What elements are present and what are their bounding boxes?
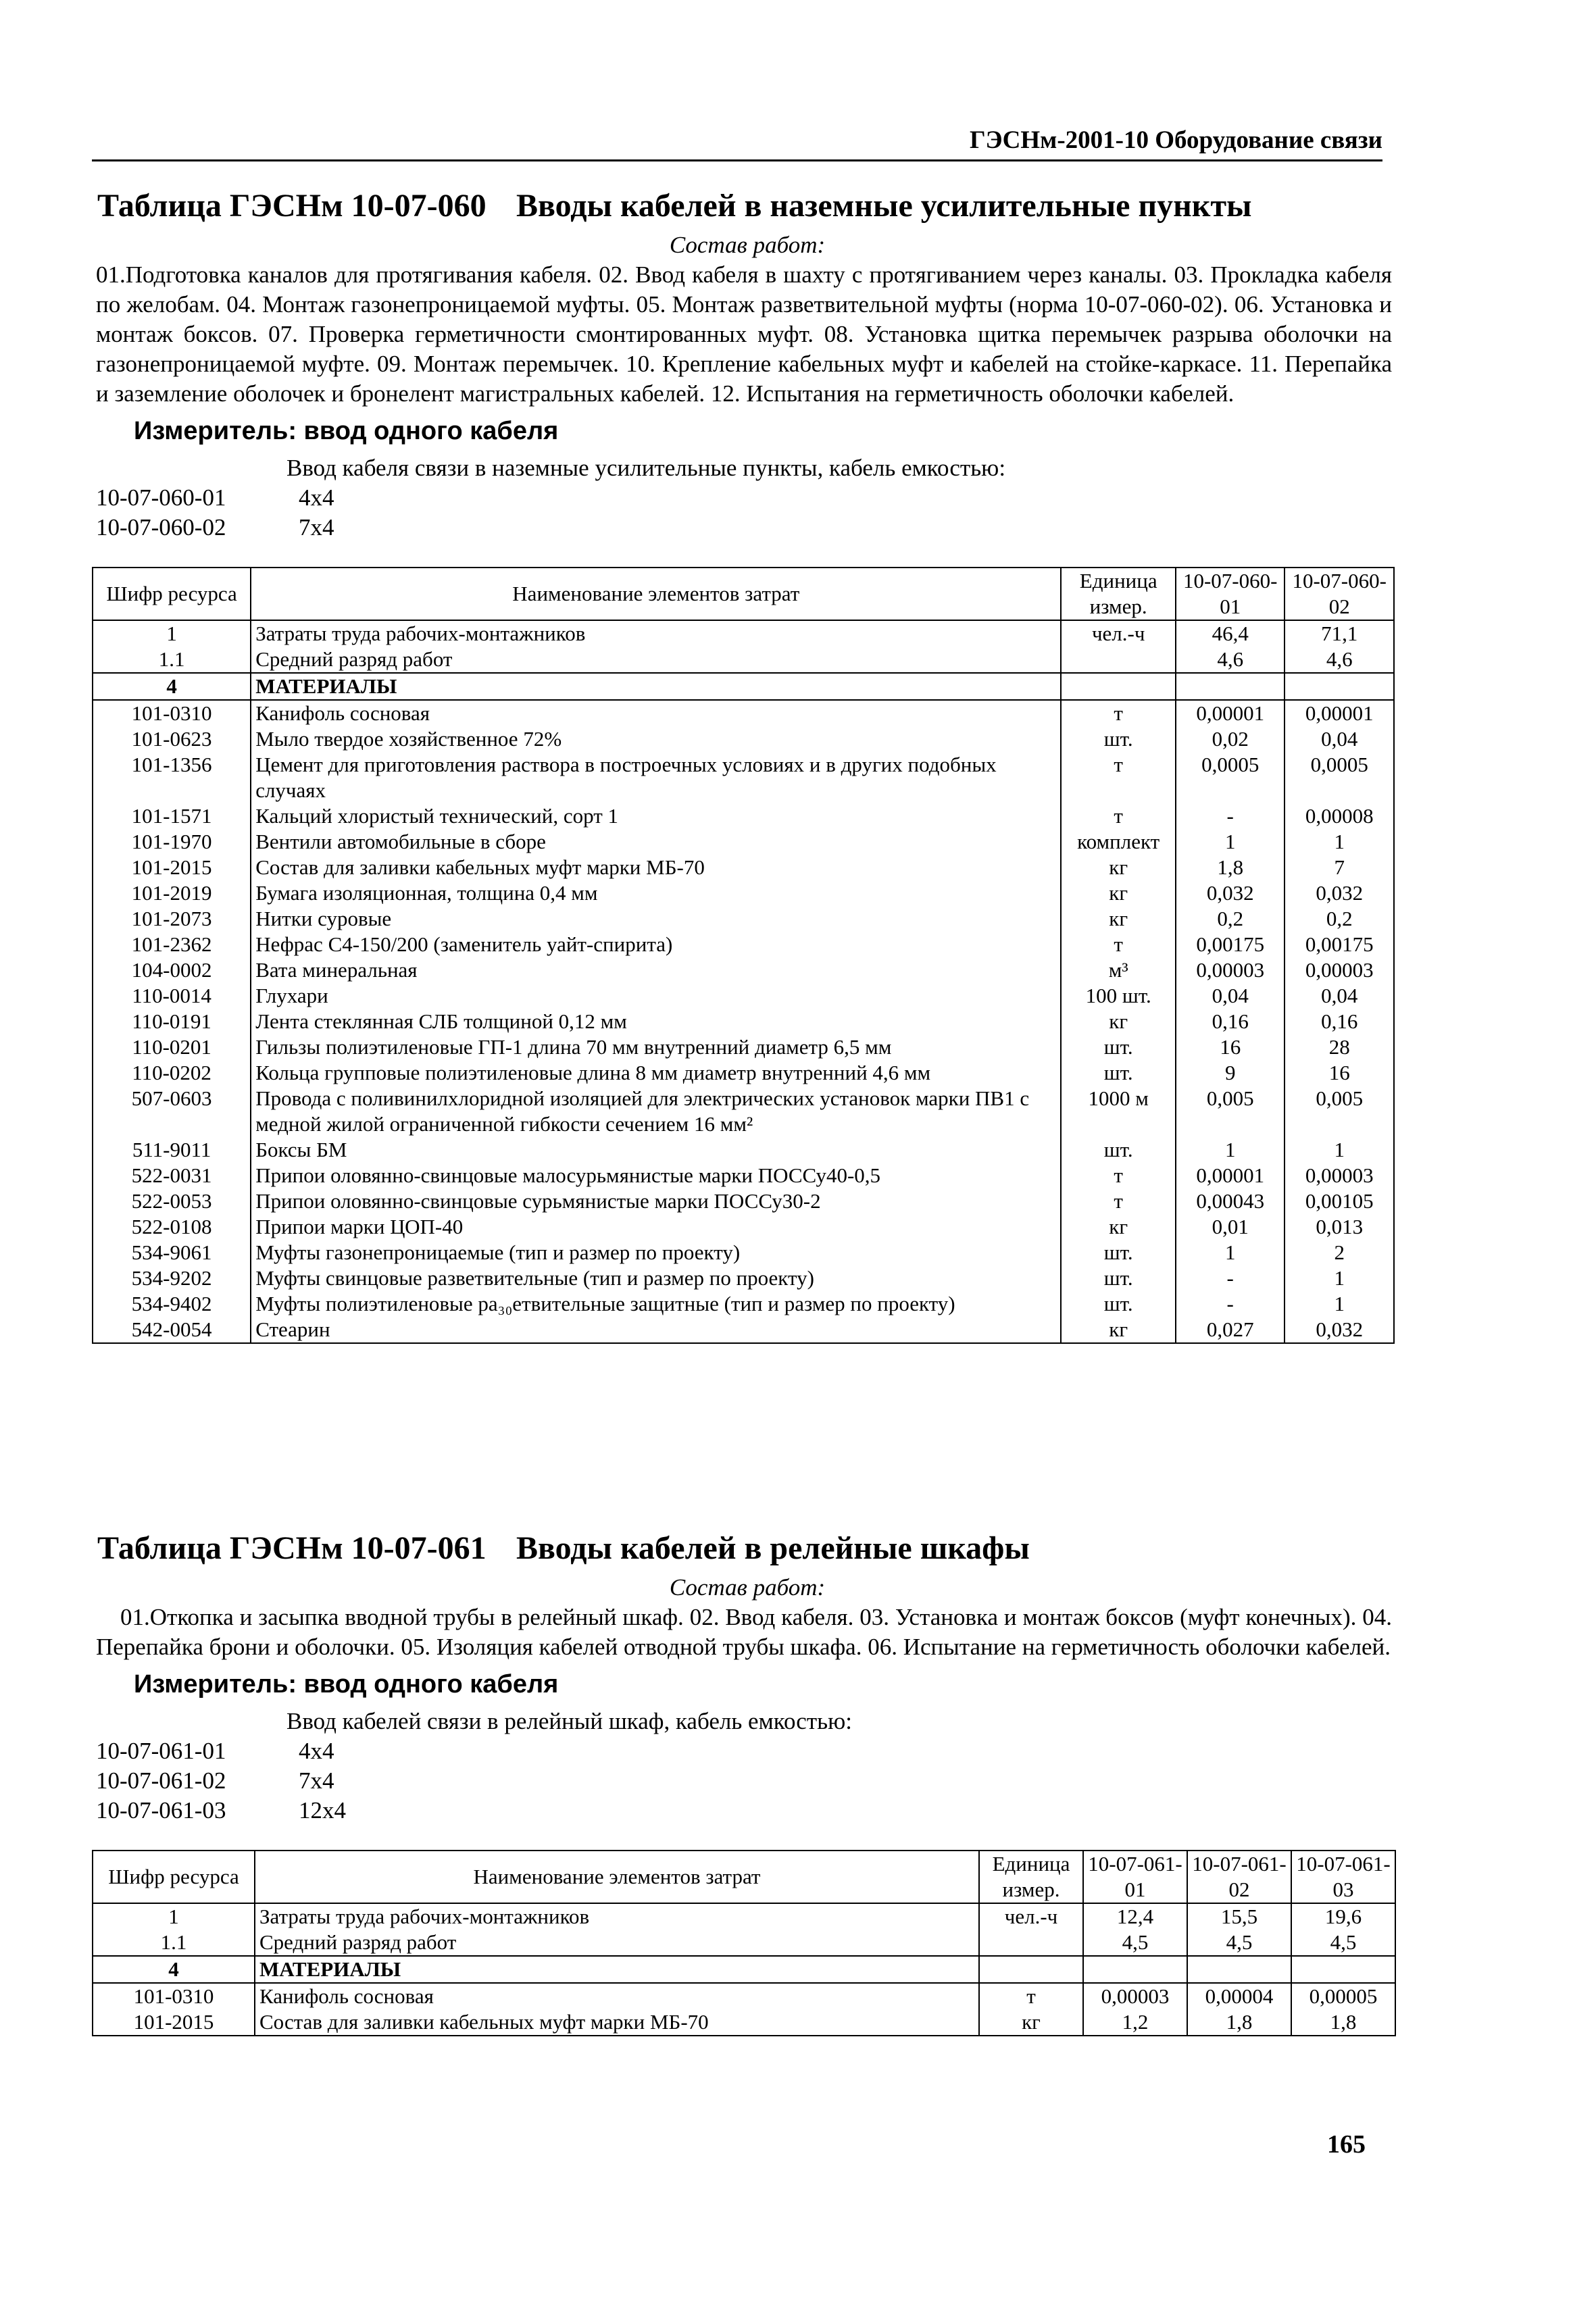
cell-norm-2: 4,6 bbox=[1285, 647, 1394, 673]
resource-table bbox=[92, 1850, 1396, 2036]
norm-code: 10-07-061-01 bbox=[96, 1738, 226, 1764]
table-row bbox=[93, 1034, 1394, 1060]
page-number: 165 bbox=[1327, 2130, 1366, 2159]
cell-norm-1: 0,00043 bbox=[1176, 1188, 1285, 1214]
norm-value: 4x4 bbox=[299, 484, 334, 511]
table-title bbox=[97, 1528, 1403, 1569]
cell-code: 4 bbox=[93, 673, 251, 700]
cell-code: 534-9402 bbox=[93, 1291, 251, 1317]
cell-name: Средний разряд работ bbox=[255, 1930, 979, 1956]
cell-name: Нефрас С4-150/200 (заменитель уайт-спирита) bbox=[251, 932, 1061, 957]
running-header: ГЭСНм-2001-10 Оборудование связи bbox=[92, 126, 1382, 161]
cell-name: Провода с поливинилхлоридной изоляцией для электрических установок марки ПВ1 с медной жилой ограниченной гибкости сечением 16 мм² bbox=[251, 1086, 1061, 1137]
cell-norm-2: 4,5 bbox=[1187, 1930, 1291, 1956]
cell-norm-1: 0,00003 bbox=[1083, 1983, 1187, 2009]
norm-item bbox=[96, 1766, 1403, 1796]
cell-unit: т bbox=[1061, 803, 1176, 829]
cell-norm-2: 0,005 bbox=[1285, 1086, 1394, 1137]
table-row bbox=[93, 1903, 1395, 1930]
cell-norm-1 bbox=[1083, 1956, 1187, 1983]
cell-norm-2: 0,032 bbox=[1285, 880, 1394, 906]
cell-code: 101-0310 bbox=[93, 700, 251, 726]
cell-code: 1.1 bbox=[93, 1930, 255, 1956]
cell-unit: т bbox=[1061, 700, 1176, 726]
cell-code: 101-0310 bbox=[93, 1983, 255, 2009]
cell-name: Состав для заливки кабельных муфт марки МБ-70 bbox=[251, 855, 1061, 880]
cell-name: Затраты труда рабочих-монтажников bbox=[255, 1903, 979, 1930]
cell-norm-2: 0,00175 bbox=[1285, 932, 1394, 957]
cell-norm-1: 0,00175 bbox=[1176, 932, 1285, 957]
table-row bbox=[93, 1291, 1394, 1317]
table-row bbox=[93, 673, 1394, 700]
cell-code: 101-1356 bbox=[93, 752, 251, 803]
cell-norm-1: 46,4 bbox=[1176, 620, 1285, 647]
header-code: Шифр ресурса bbox=[93, 568, 251, 620]
cell-unit bbox=[1061, 647, 1176, 673]
norms-intro: Ввод кабелей связи в релейный шкаф, кабель емкостью: bbox=[286, 1708, 852, 1734]
table-row bbox=[93, 1240, 1394, 1265]
norm-value: 4x4 bbox=[299, 1738, 334, 1764]
cell-norm-2: 7 bbox=[1285, 855, 1394, 880]
header-name: Наименование элементов затрат bbox=[255, 1851, 979, 1903]
cell-unit: т bbox=[1061, 932, 1176, 957]
meter-label: Измеритель: ввод одного кабеля bbox=[134, 417, 559, 445]
table-header-row bbox=[93, 1851, 1395, 1903]
table-row bbox=[93, 1956, 1395, 1983]
cell-code: 101-2015 bbox=[93, 2009, 255, 2036]
norm-code: 10-07-061-03 bbox=[96, 1797, 226, 1823]
table-row bbox=[93, 620, 1394, 647]
cell-norm-1: - bbox=[1176, 1291, 1285, 1317]
cell-norm-2: 1 bbox=[1285, 1265, 1394, 1291]
norms-list bbox=[92, 1736, 1403, 1826]
cell-code: 101-2362 bbox=[93, 932, 251, 957]
cell-norm-2: 0,00105 bbox=[1285, 1188, 1394, 1214]
cell-norm-2: 0,00001 bbox=[1285, 700, 1394, 726]
cell-norm-2: 0,013 bbox=[1285, 1214, 1394, 1240]
cell-norm-1: 0,01 bbox=[1176, 1214, 1285, 1240]
cell-code: 511-9011 bbox=[93, 1137, 251, 1163]
cell-norm-1: 1,2 bbox=[1083, 2009, 1187, 2036]
works-header: Состав работ: bbox=[669, 232, 826, 258]
cell-name: Припои оловянно-свинцовые малосурьмянистые марки ПОССу40-0,5 bbox=[251, 1163, 1061, 1188]
cell-unit bbox=[979, 1956, 1083, 1983]
cell-norm-1: - bbox=[1176, 803, 1285, 829]
cell-name: Припои оловянно-свинцовые сурьмянистые марки ПОССу30-2 bbox=[251, 1188, 1061, 1214]
cell-code: 104-0002 bbox=[93, 957, 251, 983]
cell-code: 110-0014 bbox=[93, 983, 251, 1009]
cell-unit: шт. bbox=[1061, 1060, 1176, 1086]
table-row bbox=[93, 752, 1394, 803]
cell-norm-1: 0,0005 bbox=[1176, 752, 1285, 803]
cell-code: 110-0202 bbox=[93, 1060, 251, 1086]
cell-unit: чел.-ч bbox=[979, 1903, 1083, 1930]
cell-code: 4 bbox=[93, 1956, 255, 1983]
cell-code: 507-0603 bbox=[93, 1086, 251, 1137]
table-row bbox=[93, 2009, 1395, 2036]
cell-unit bbox=[979, 1930, 1083, 1956]
cell-norm-1: 0,032 bbox=[1176, 880, 1285, 906]
cell-unit: т bbox=[1061, 752, 1176, 803]
cell-name: Канифоль сосновая bbox=[251, 700, 1061, 726]
cell-norm-2: 0,00003 bbox=[1285, 957, 1394, 983]
cell-unit: кг bbox=[1061, 1214, 1176, 1240]
table-row bbox=[93, 726, 1394, 752]
cell-name: Припои марки ЦОП-40 bbox=[251, 1214, 1061, 1240]
table-row bbox=[93, 1060, 1394, 1086]
cell-norm-1: - bbox=[1176, 1265, 1285, 1291]
header-norm-2: 10-07-061-02 bbox=[1187, 1851, 1291, 1903]
norm-item bbox=[96, 1736, 1403, 1766]
cell-norm-2: 0,00003 bbox=[1285, 1163, 1394, 1188]
cell-norm-2: 0,2 bbox=[1285, 906, 1394, 932]
table-row bbox=[93, 1265, 1394, 1291]
cell-norm-1: 0,02 bbox=[1176, 726, 1285, 752]
cell-code: 101-1571 bbox=[93, 803, 251, 829]
cell-unit: кг bbox=[1061, 880, 1176, 906]
cell-norm-2: 1 bbox=[1285, 1137, 1394, 1163]
cell-name: Лента стеклянная СЛБ толщиной 0,12 мм bbox=[251, 1009, 1061, 1034]
works-text: 01.Откопка и засыпка вводной трубы в релейный шкаф. 02. Ввод кабеля. 03. Установка и монтаж боксов (муфт конечных). 04. Перепайка брони и оболочки. 05. Изоляция кабелей отводной трубы шкафа. 06. Испытание на герметичность оболочки кабелей. bbox=[96, 1604, 1392, 1660]
norm-item bbox=[96, 483, 1403, 513]
cell-unit: т bbox=[979, 1983, 1083, 2009]
table-row bbox=[93, 1188, 1394, 1214]
cell-norm-2: 71,1 bbox=[1285, 620, 1394, 647]
cell-unit: шт. bbox=[1061, 1034, 1176, 1060]
cell-norm-2: 0,04 bbox=[1285, 726, 1394, 752]
works-text: 01.Подготовка каналов для протягивания кабеля. 02. Ввод кабеля в шахту с протягиванием через каналы. 03. Прокладка кабеля по желобам. 04. Монтаж газонепроницаемой муфты. 05. Монтаж разветвительной муфты (норма 10-07-060-02). 06. Установка и монтаж боксов. 07. Проверка герметичности смонтированных муфт. 08. Установка щитка перемычек разрыва оболочки на газонепроницаемой муфте. 09. Монтаж перемычек. 10. Крепление кабельных муфт и кабелей на стойке-каркасе. 11. Перепайка и заземление оболочек и бронелент магистральных кабелей. 12. Испытания на герметичность оболочки кабелей. bbox=[96, 261, 1392, 407]
cell-name: Мыло твердое хозяйственное 72% bbox=[251, 726, 1061, 752]
header-norm-2: 10-07-060-02 bbox=[1285, 568, 1394, 620]
cell-norm-2: 0,16 bbox=[1285, 1009, 1394, 1034]
cell-code: 101-1970 bbox=[93, 829, 251, 855]
cell-norm-2: 0,00004 bbox=[1187, 1983, 1291, 2009]
norm-value: 7x4 bbox=[299, 514, 334, 540]
table-row bbox=[93, 1983, 1395, 2009]
table-row bbox=[93, 1137, 1394, 1163]
cell-norm-1 bbox=[1176, 673, 1285, 700]
cell-unit: кг bbox=[1061, 855, 1176, 880]
table-row bbox=[93, 647, 1394, 673]
table-row bbox=[93, 983, 1394, 1009]
table-row bbox=[93, 829, 1394, 855]
cell-norm-1: 12,4 bbox=[1083, 1903, 1187, 1930]
cell-name: Кальций хлористый технический, сорт 1 bbox=[251, 803, 1061, 829]
table-row bbox=[93, 1930, 1395, 1956]
cell-norm-2 bbox=[1187, 1956, 1291, 1983]
cell-unit: кг bbox=[1061, 906, 1176, 932]
cell-name: Цемент для приготовления раствора в построечных условиях и в других подобных случаях bbox=[251, 752, 1061, 803]
table-code: Таблица ГЭСНм 10-07-060 bbox=[97, 188, 487, 224]
cell-unit: шт. bbox=[1061, 1137, 1176, 1163]
cell-norm-1: 0,00001 bbox=[1176, 1163, 1285, 1188]
table-title bbox=[97, 186, 1403, 226]
cell-code: 522-0053 bbox=[93, 1188, 251, 1214]
cell-norm-2: 0,0005 bbox=[1285, 752, 1394, 803]
cell-norm-2: 1 bbox=[1285, 829, 1394, 855]
norms-intro: Ввод кабеля связи в наземные усилительные пункты, кабель емкостью: bbox=[286, 455, 1006, 481]
cell-norm-3: 0,00005 bbox=[1291, 1983, 1395, 2009]
cell-norm-2: 1 bbox=[1285, 1291, 1394, 1317]
table-name: Вводы кабелей в релейные шкафы bbox=[516, 1530, 1030, 1566]
table-name: Вводы кабелей в наземные усилительные пункты bbox=[516, 188, 1252, 224]
header-unit: Единица измер. bbox=[979, 1851, 1083, 1903]
cell-norm-2: 15,5 bbox=[1187, 1903, 1291, 1930]
table-row bbox=[93, 1214, 1394, 1240]
cell-name: Бумага изоляционная, толщина 0,4 мм bbox=[251, 880, 1061, 906]
cell-norm-1: 0,00001 bbox=[1176, 700, 1285, 726]
cell-code: 101-0623 bbox=[93, 726, 251, 752]
cell-name: Вентили автомобильные в сборе bbox=[251, 829, 1061, 855]
cell-name: Стеарин bbox=[251, 1317, 1061, 1343]
cell-name: Средний разряд работ bbox=[251, 647, 1061, 673]
cell-norm-1: 16 bbox=[1176, 1034, 1285, 1060]
cell-norm-2: 16 bbox=[1285, 1060, 1394, 1086]
table-code: Таблица ГЭСНм 10-07-061 bbox=[97, 1530, 487, 1566]
cell-code: 534-9202 bbox=[93, 1265, 251, 1291]
norm-code: 10-07-060-01 bbox=[96, 484, 226, 511]
cell-name: МАТЕРИАЛЫ bbox=[255, 1956, 979, 1983]
table-row bbox=[93, 803, 1394, 829]
table-row bbox=[93, 906, 1394, 932]
cell-name: Глухари bbox=[251, 983, 1061, 1009]
cell-norm-2: 0,00008 bbox=[1285, 803, 1394, 829]
cell-code: 534-9061 bbox=[93, 1240, 251, 1265]
cell-norm-3 bbox=[1291, 1956, 1395, 1983]
cell-norm-2 bbox=[1285, 673, 1394, 700]
cell-name: Гильзы полиэтиленовые ГП-1 длина 70 мм внутренний диаметр 6,5 мм bbox=[251, 1034, 1061, 1060]
cell-norm-1: 0,16 bbox=[1176, 1009, 1285, 1034]
cell-norm-1: 1,8 bbox=[1176, 855, 1285, 880]
cell-norm-2: 28 bbox=[1285, 1034, 1394, 1060]
table-row bbox=[93, 1317, 1394, 1343]
cell-unit: шт. bbox=[1061, 1291, 1176, 1317]
cell-norm-1: 4,6 bbox=[1176, 647, 1285, 673]
header-norm-3: 10-07-061-03 bbox=[1291, 1851, 1395, 1903]
table-row bbox=[93, 880, 1394, 906]
cell-norm-1: 0,005 bbox=[1176, 1086, 1285, 1137]
cell-code: 1 bbox=[93, 620, 251, 647]
cell-norm-3: 19,6 bbox=[1291, 1903, 1395, 1930]
cell-name: Состав для заливки кабельных муфт марки МБ-70 bbox=[255, 2009, 979, 2036]
table-section-10-07-060 bbox=[92, 186, 1403, 1344]
cell-name: Вата минеральная bbox=[251, 957, 1061, 983]
header-name: Наименование элементов затрат bbox=[251, 568, 1061, 620]
norm-value: 12x4 bbox=[299, 1797, 346, 1823]
cell-name: Муфты полиэтиленовые ра₃₀етвительные защитные (тип и размер по проекту) bbox=[251, 1291, 1061, 1317]
cell-code: 101-2019 bbox=[93, 880, 251, 906]
cell-norm-1: 0,04 bbox=[1176, 983, 1285, 1009]
cell-unit: 100 шт. bbox=[1061, 983, 1176, 1009]
table-row bbox=[93, 932, 1394, 957]
cell-unit: шт. bbox=[1061, 1265, 1176, 1291]
table-section-10-07-061 bbox=[92, 1528, 1403, 2036]
header-norm-1: 10-07-061-01 bbox=[1083, 1851, 1187, 1903]
cell-unit: т bbox=[1061, 1163, 1176, 1188]
norms-list bbox=[92, 483, 1403, 543]
norm-item bbox=[96, 1796, 1403, 1826]
cell-norm-1: 4,5 bbox=[1083, 1930, 1187, 1956]
cell-name: Муфты свинцовые разветвительные (тип и размер по проекту) bbox=[251, 1265, 1061, 1291]
cell-norm-3: 4,5 bbox=[1291, 1930, 1395, 1956]
cell-name: МАТЕРИАЛЫ bbox=[251, 673, 1061, 700]
cell-code: 1.1 bbox=[93, 647, 251, 673]
norm-code: 10-07-060-02 bbox=[96, 514, 226, 540]
cell-unit: кг bbox=[979, 2009, 1083, 2036]
resource-table bbox=[92, 567, 1395, 1344]
cell-code: 110-0201 bbox=[93, 1034, 251, 1060]
meter-label: Измеритель: ввод одного кабеля bbox=[134, 1670, 559, 1699]
cell-unit: кг bbox=[1061, 1009, 1176, 1034]
cell-code: 101-2073 bbox=[93, 906, 251, 932]
table-row bbox=[93, 1163, 1394, 1188]
cell-code: 522-0031 bbox=[93, 1163, 251, 1188]
cell-unit: м³ bbox=[1061, 957, 1176, 983]
table-header-row bbox=[93, 568, 1394, 620]
cell-code: 1 bbox=[93, 1903, 255, 1930]
cell-unit: т bbox=[1061, 1188, 1176, 1214]
header-code: Шифр ресурса bbox=[93, 1851, 255, 1903]
cell-norm-2: 2 bbox=[1285, 1240, 1394, 1265]
cell-norm-1: 1 bbox=[1176, 1240, 1285, 1265]
cell-unit: чел.-ч bbox=[1061, 620, 1176, 647]
cell-code: 522-0108 bbox=[93, 1214, 251, 1240]
header-unit: Единица измер. bbox=[1061, 568, 1176, 620]
cell-unit bbox=[1061, 673, 1176, 700]
table-row bbox=[93, 1009, 1394, 1034]
table-body bbox=[93, 1903, 1395, 2036]
table-row bbox=[93, 957, 1394, 983]
norm-item bbox=[96, 513, 1403, 543]
cell-norm-1: 0,00003 bbox=[1176, 957, 1285, 983]
cell-name: Затраты труда рабочих-монтажников bbox=[251, 620, 1061, 647]
cell-unit: шт. bbox=[1061, 726, 1176, 752]
cell-name: Кольца групповые полиэтиленовые длина 8 мм диаметр внутренний 4,6 мм bbox=[251, 1060, 1061, 1086]
table-body bbox=[93, 620, 1394, 1343]
table-row bbox=[93, 855, 1394, 880]
cell-norm-2: 0,04 bbox=[1285, 983, 1394, 1009]
cell-name: Муфты газонепроницаемые (тип и размер по проекту) bbox=[251, 1240, 1061, 1265]
table-row bbox=[93, 1086, 1394, 1137]
cell-unit: шт. bbox=[1061, 1240, 1176, 1265]
cell-norm-2: 0,032 bbox=[1285, 1317, 1394, 1343]
norm-value: 7x4 bbox=[299, 1767, 334, 1794]
cell-name: Боксы БМ bbox=[251, 1137, 1061, 1163]
cell-name: Канифоль сосновая bbox=[255, 1983, 979, 2009]
cell-norm-1: 1 bbox=[1176, 1137, 1285, 1163]
cell-norm-1: 0,027 bbox=[1176, 1317, 1285, 1343]
cell-norm-1: 1 bbox=[1176, 829, 1285, 855]
cell-unit: 1000 м bbox=[1061, 1086, 1176, 1137]
works-header: Состав работ: bbox=[669, 1574, 826, 1601]
header-norm-1: 10-07-060-01 bbox=[1176, 568, 1285, 620]
cell-norm-1: 0,2 bbox=[1176, 906, 1285, 932]
cell-norm-1: 9 bbox=[1176, 1060, 1285, 1086]
norm-code: 10-07-061-02 bbox=[96, 1767, 226, 1794]
cell-code: 101-2015 bbox=[93, 855, 251, 880]
cell-unit: комплект bbox=[1061, 829, 1176, 855]
cell-norm-3: 1,8 bbox=[1291, 2009, 1395, 2036]
cell-name: Нитки суровые bbox=[251, 906, 1061, 932]
cell-norm-2: 1,8 bbox=[1187, 2009, 1291, 2036]
cell-code: 542-0054 bbox=[93, 1317, 251, 1343]
cell-code: 110-0191 bbox=[93, 1009, 251, 1034]
cell-unit: кг bbox=[1061, 1317, 1176, 1343]
table-row bbox=[93, 700, 1394, 726]
